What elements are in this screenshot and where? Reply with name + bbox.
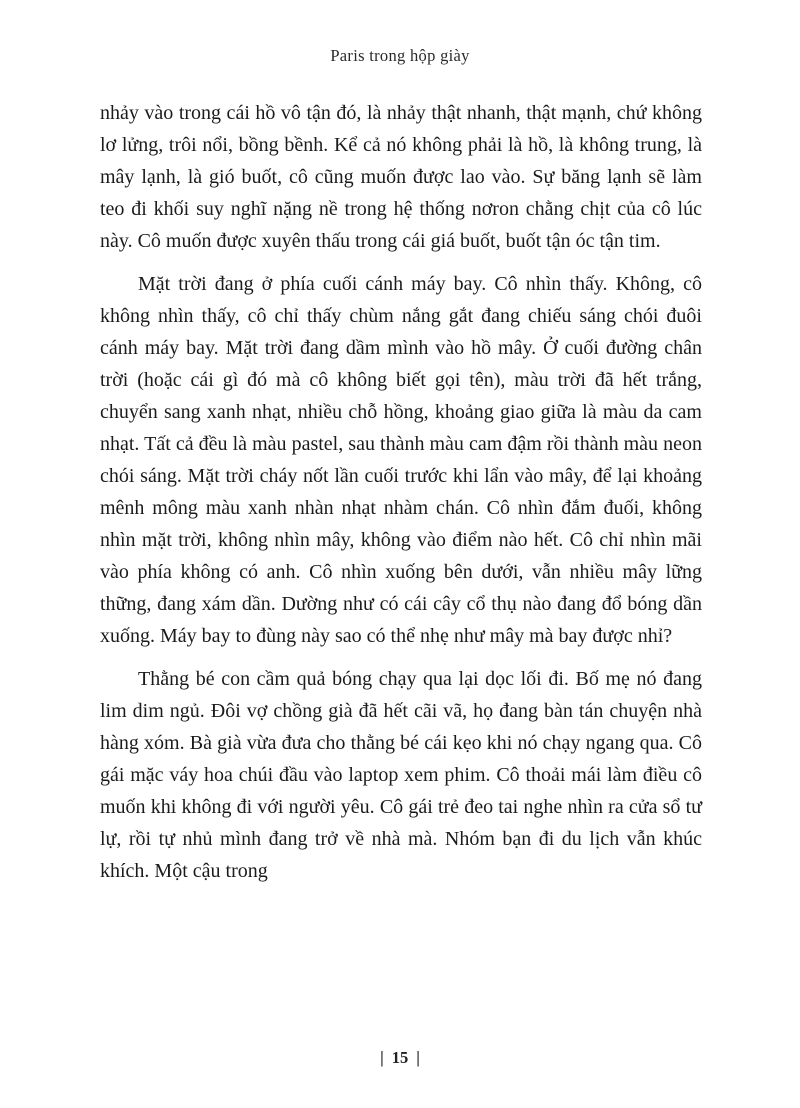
running-header	[0, 46, 800, 66]
page-body	[100, 97, 702, 898]
footer-divider-right: |	[416, 1048, 420, 1067]
paragraph-2: Mặt trời đang ở phía cuối cánh máy bay. Cô nhìn thấy. Không, cô không nhìn thấy, cô chỉ thấy chùm nắng gắt đang chiếu sáng chói đuôi cánh máy bay. Mặt trời đang dầm mình vào hồ mây. Ở cuối đường chân trời (hoặc cái gì đó mà cô không biết gọi tên), màu trời đã hết trắng, chuyển sang xanh nhạt, nhiều chỗ hồng, khoảng giao giữa là màu da cam nhạt. Tất cả đều là màu pastel, sau thành màu cam đậm rồi thành màu neon chói sáng. Mặt trời cháy nốt lần cuối trước khi lẩn vào mây, để lại khoảng mênh mông màu xanh nhàn nhạt nhàm chán. Cô nhìn đắm đuối, không nhìn mặt trời, không nhìn mây, không vào điểm nào hết. Cô chỉ nhìn mãi vào phía không có anh. Cô nhìn xuống bên dưới, vẫn nhiều mây lững thững, đang xám dần. Dường như có cái cây cổ thụ nào đang đổ bóng dần xuống. Máy bay to đùng này sao có thể nhẹ như mây mà bay được nhỉ?	[100, 273, 702, 647]
paragraph-1: nhảy vào trong cái hồ vô tận đó, là nhảy thật nhanh, thật mạnh, chứ không lơ lửng, trôi nổi, bồng bềnh. Kể cả nó không phải là hồ, là không trung, là mây lạnh, là gió buốt, cô cũng muốn được lao vào. Sự băng lạnh sẽ làm teo đi khối suy nghĩ nặng nề trong hệ thống nơron chằng chịt của cô lúc này. Cô muốn được xuyên thấu trong cái giá buốt, buốt tận óc tận tim.	[100, 102, 702, 252]
page-number: 15	[391, 1048, 409, 1067]
footer-divider-left: |	[380, 1048, 384, 1067]
page-footer	[0, 1048, 800, 1068]
book-title: Paris trong hộp giày	[330, 46, 470, 65]
paragraph-3: Thằng bé con cầm quả bóng chạy qua lại dọc lối đi. Bố mẹ nó đang lim dim ngủ. Đôi vợ chồng già đã hết cãi vã, họ đang bàn tán chuyện nhà hàng xóm. Bà già vừa đưa cho thằng bé cái kẹo khi nó chạy ngang qua. Cô gái mặc váy hoa chúi đầu vào laptop xem phim. Cô thoải mái làm điều cô muốn khi không đi với người yêu. Cô gái trẻ đeo tai nghe nhìn ra cửa sổ tư lự, rồi tự nhủ mình đang trở về nhà mà. Nhóm bạn đi du lịch vẫn khúc khích. Một cậu trong	[100, 668, 702, 882]
